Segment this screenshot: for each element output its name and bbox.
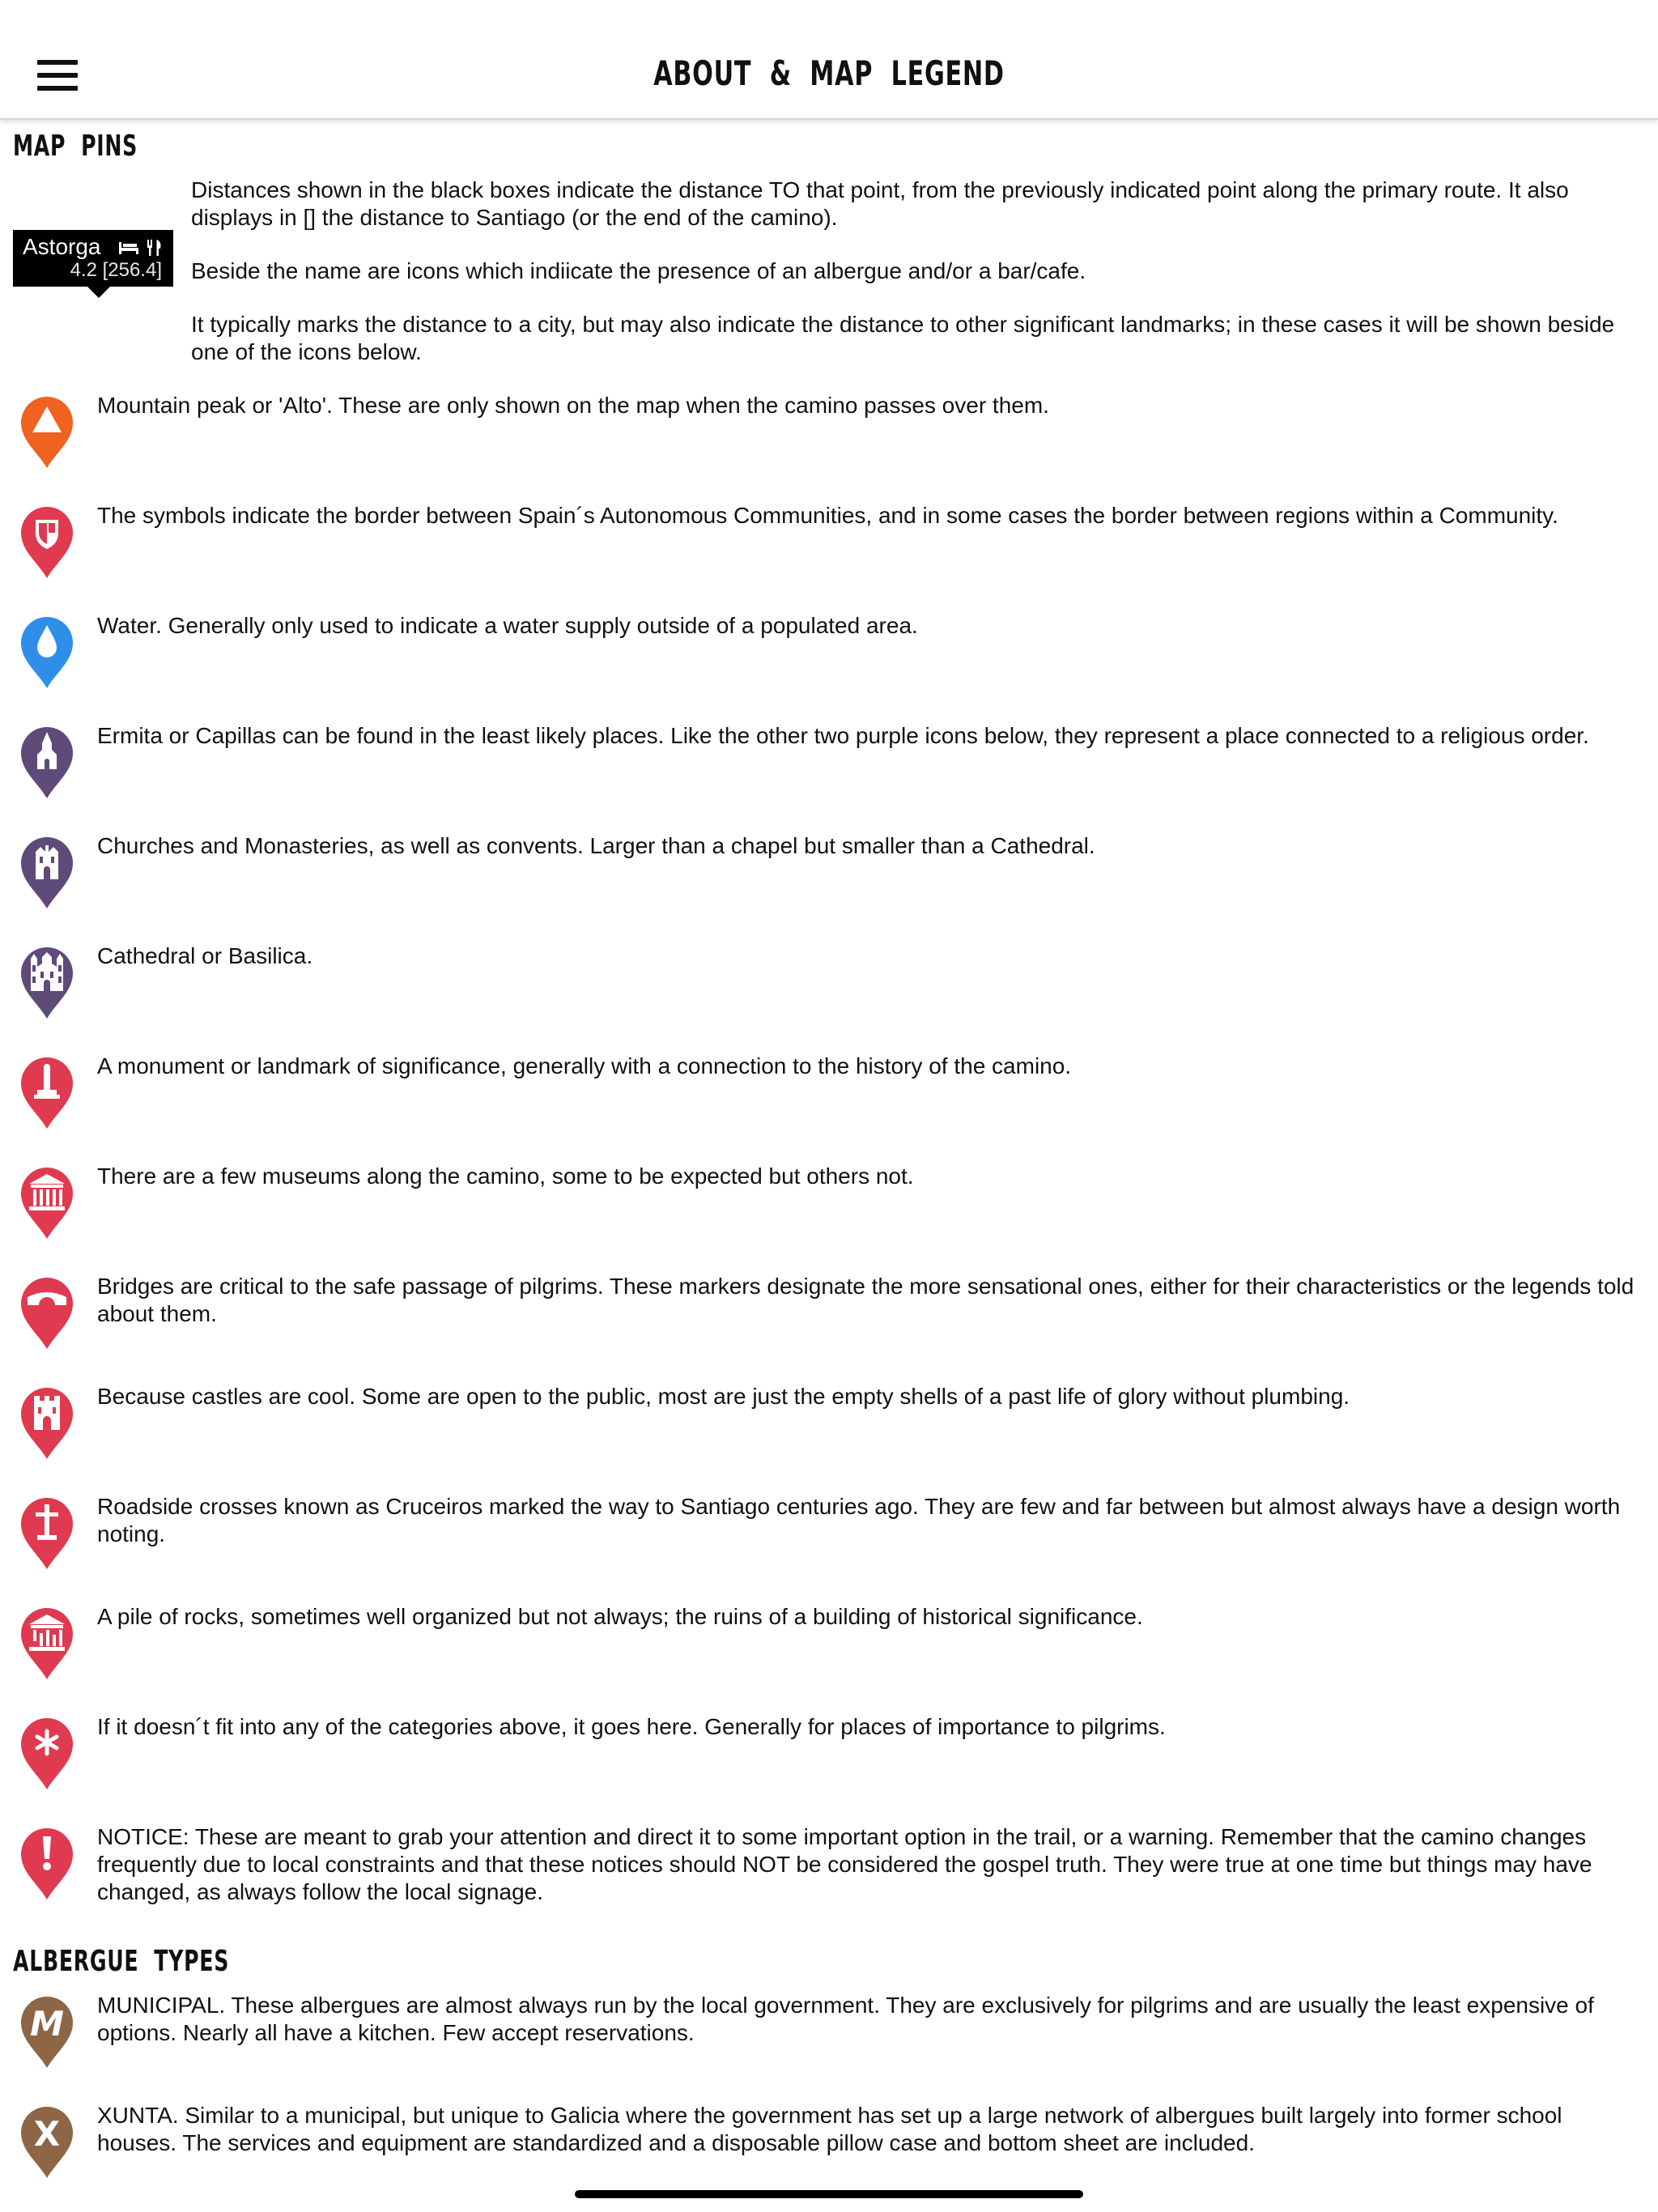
legend-text: XUNTA. Similar to a municipal, but unique to Galicia where the government has set up a large network of albergues built largely into former school houses. The services and equipment are standardized and a disposable pillow case and bottom sheet are included. xyxy=(97,2103,1562,2155)
svg-text:M: M xyxy=(30,2004,64,2044)
bed-icon xyxy=(118,240,139,256)
fork-knife-icon xyxy=(146,239,164,257)
legend-row xyxy=(0,832,1658,929)
section-heading-albergue-types: ALBERGUE TYPES xyxy=(13,1945,230,1978)
cruceiro-cross-pin-icon xyxy=(18,1493,76,1571)
legend-row xyxy=(0,722,1658,819)
bridge-pin-icon xyxy=(18,1273,76,1351)
legend-row xyxy=(0,1603,1658,1700)
legend-text: If it doesn´t fit into any of the categories above, it goes here. Generally for places of importance to pilgrims. xyxy=(97,1714,1166,1739)
sample-label-distance: 4.2 [256.4] xyxy=(70,259,162,281)
legend-row xyxy=(0,612,1658,709)
page-title: ABOUT & MAP LEGEND xyxy=(653,53,1005,93)
sample-distance-label xyxy=(13,230,173,287)
legend-row xyxy=(0,1823,1658,1921)
legend-row xyxy=(0,1053,1658,1150)
xunta-x-pin-icon xyxy=(18,2102,76,2180)
castle-pin-icon xyxy=(18,1383,76,1461)
section-heading-map-pins: MAP PINS xyxy=(13,130,138,163)
intro-paragraph: Distances shown in the black boxes indicate the distance TO that point, from the previously indicated point along the primary route. It also displays in [] the distance to Santiago (or the end of the camino). xyxy=(191,177,1569,230)
legend-row xyxy=(0,1713,1658,1810)
legend-text: Mountain peak or 'Alto'. These are only shown on the map when the camino passes over them. xyxy=(97,393,1049,418)
legend-text: MUNICIPAL. These albergues are almost always run by the local government. They are exclusively for pilgrims and are usually the least expensive of options. Nearly all have a kitchen. Few accept reservations. xyxy=(97,1993,1594,2045)
other-asterisk-pin-icon xyxy=(18,1713,76,1791)
legend-row xyxy=(0,1992,1658,2089)
legend-row xyxy=(0,1493,1658,1590)
svg-text:X: X xyxy=(33,2114,61,2154)
top-navigation-bar xyxy=(0,0,1658,120)
legend-row xyxy=(0,942,1658,1040)
intro-paragraph: Beside the name are icons which indiicate the presence of an albergue and/or a bar/cafe. xyxy=(191,258,1086,283)
municipal-m-pin-icon xyxy=(18,1992,76,2069)
hamburger-icon[interactable] xyxy=(37,60,78,91)
water-drop-pin-icon xyxy=(18,612,76,690)
legend-text: The symbols indicate the border between Spain´s Autonomous Communities, and in some cases the border between regions within a Community. xyxy=(97,503,1558,528)
legend-row xyxy=(0,2102,1658,2199)
intro-text xyxy=(191,177,1640,392)
notice-exclamation-pin-icon xyxy=(18,1823,76,1901)
sample-label-name: Astorga xyxy=(23,234,101,259)
legend-text: Bridges are critical to the safe passage of pilgrims. These markers designate the more sensational ones, either for their characteristics or the legends told about them. xyxy=(97,1274,1635,1326)
cathedral-pin-icon xyxy=(18,942,76,1020)
legend-text: Roadside crosses known as Cruceiros marked the way to Santiago centuries ago. They are few and far between but almost always have a design worth noting. xyxy=(97,1494,1621,1546)
monument-pin-icon xyxy=(18,1053,76,1130)
legend-row xyxy=(0,1163,1658,1260)
museum-pin-icon xyxy=(18,1163,76,1240)
legend-row xyxy=(0,1383,1658,1480)
home-indicator[interactable] xyxy=(575,2190,1083,2198)
legend-text: Water. Generally only used to indicate a water supply outside of a populated area. xyxy=(97,613,918,638)
ruins-pin-icon xyxy=(18,1603,76,1681)
legend-text: Because castles are cool. Some are open to the public, most are just the empty shells of a past life of glory without plumbing. xyxy=(97,1384,1350,1409)
legend-row xyxy=(0,392,1658,489)
legend-row xyxy=(0,1273,1658,1370)
legend-row xyxy=(0,502,1658,599)
intro-paragraph: It typically marks the distance to a city, but may also indicate the distance to other significant landmarks; in these cases it will be shown beside one of the icons below. xyxy=(191,312,1615,364)
legend-text: A monument or landmark of significance, generally with a connection to the history of the camino. xyxy=(97,1053,1072,1078)
legend-text: Cathedral or Basilica. xyxy=(97,943,313,968)
legend-text: A pile of rocks, sometimes well organized but not always; the ruins of a building of historical significance. xyxy=(97,1604,1143,1629)
legend-text: Ermita or Capillas can be found in the least likely places. Like the other two purple icons below, they represent a place connected to a religious order. xyxy=(97,723,1589,748)
legend-text: There are a few museums along the camino, some to be expected but others not. xyxy=(97,1163,914,1189)
church-pin-icon xyxy=(18,832,76,910)
border-shield-pin-icon xyxy=(18,502,76,580)
legend-text: Churches and Monasteries, as well as convents. Larger than a chapel but smaller than a Cathedral. xyxy=(97,833,1095,858)
legend-text: NOTICE: These are meant to grab your attention and direct it to some important option in the trail, or a warning. Remember that the camino changes frequently due to local constraints and that these notices should NOT be considered the gospel truth. They were true at one time but things may have changed, as always follow the local signage. xyxy=(97,1824,1592,1904)
mountain-peak-pin-icon xyxy=(18,392,76,470)
chapel-pin-icon xyxy=(18,722,76,800)
